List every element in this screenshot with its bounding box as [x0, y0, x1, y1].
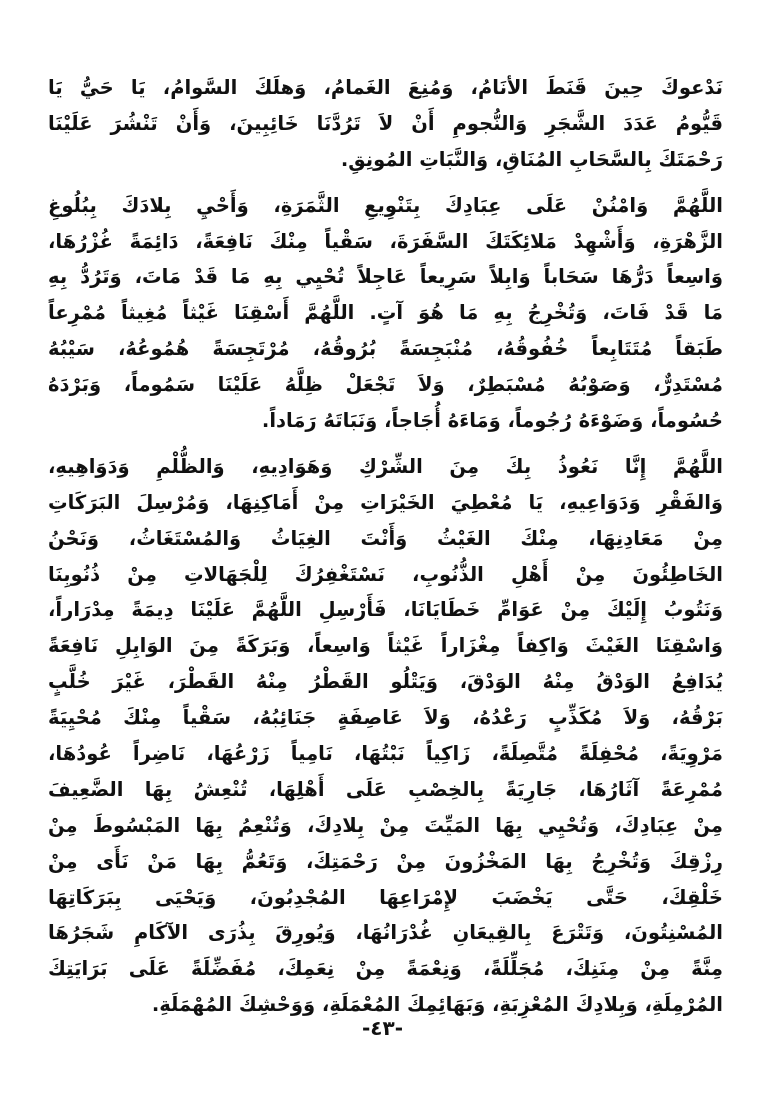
text-line: رَحْمَتَكَ بِالسَّحَابِ المُنَاقِ، وَالنَّبَاتِ المُونِقِ. — [340, 147, 723, 171]
text-line: مُمْرِعَةً آثَارُهَا، جَارِيَةً بِالخِصْبِ عَلَى أَهْلِهَا، تُنْعِشُ بِهَا الضَّعِيفَ — [48, 777, 723, 801]
text-line: وَالفَقْرِ وَدَوَاعِيهِ، يَا مُعْطِيَ الخَيْرَاتِ مِنْ أَمَاكِنِهَا، وَمُرْسِلَ البَرَكَاتِ — [48, 490, 723, 514]
paragraph — [48, 449, 723, 1023]
paragraph — [48, 70, 723, 178]
page-number: -٤٣- — [361, 1016, 404, 1040]
text-line: وَاسْقِنَا الغَيْثَ وَاكِفاً مِغْزَاراً غَيْثاً وَاسِعاً، وَبَرَكَةً مِنَ الوَابِلِ نَافِعَةً — [48, 634, 723, 658]
text-line: رِزْقِكَ وَتُخْرِجُ بِهَا المَخْزُونَ مِنْ رَحْمَتِكَ، وَتَعُمُّ بِهَا مَنْ نَأَى مِنْ — [48, 849, 723, 873]
text-line: بَرْقُهُ، وَلاَ مُكَذِّبٍ رَعْدُهُ، وَلاَ عَاصِفَةٍ جَنَائِبُهُ، سَقْياً مِنْكَ مُحْيِيَةً — [48, 706, 723, 730]
text-line: وَاسِعاً دَرُّهَا سَحَاباً وَابِلاً سَرِيعاً عَاجِلاً تُحْيِي بِهِ مَا قَدْ مَاتَ، وَتَرُدُّ بِهِ — [48, 265, 723, 289]
text-line: مُسْتَدِرٌّ، وَصَوْبُهُ مُسْبَطِرٌ، وَلاَ تَجْعَلْ ظِلَّهُ عَلَيْنَا سَمُوماً، وَبَرْدَهُ — [48, 373, 723, 397]
text-line: نَدْعوكَ حِينَ قَنَطَ الأنَامُ، وَمُنِعَ الغَمامُ، وَهلَكَ السَّوامُ، يَا حَيُّ يَا — [48, 76, 723, 99]
text-line: وَنَتُوبُ إِلَيْكَ مِنْ عَوَامِّ خَطَايَانَا، فَأَرْسِلِ اللَّهُمَّ عَلَيْنَا دِيمَةً مِدْرَاراً، — [48, 598, 723, 622]
text-line: مِنْ عِبَادِكَ، وَتُحْيِي بِهَا المَيِّتَ مِنْ بِلادِكَ، وَتُنْعِمُ بِهَا المَبْسُوطَ مِنْ — [48, 813, 723, 837]
text-line: الخَاطِئُونَ مِنْ أَهْلِ الذُّنُوبِ، نَسْتَغْفِرُكَ لِلْجَهَالاتِ مِنْ ذُنُوبِنَا — [48, 562, 723, 586]
text-line: اللَّهُمَّ وَامْنُنْ عَلَى عِبَادِكَ بِتَنْوِيعِ الثَّمَرَةِ، وَأَحْيِ بِلادَكَ بِبُلُوغِ — [48, 193, 723, 217]
text-line: مِنْ مَعَادِنِهَا، مِنْكَ الغَيْثُ وَأَنْتَ الغِيَاثُ وَالمُسْتَغَاثُ، وَنَحْنُ — [48, 526, 723, 550]
body-text — [48, 70, 723, 1033]
paragraph — [48, 188, 723, 439]
text-line: الزَّهْرَةِ، وَأَشْهِدْ مَلائِكَتَكَ السَّفَرَةَ، سَقْياً مِنْكَ نَافِعَةً، دَائِمَةً غُزْرُهَا، — [48, 229, 723, 253]
text-line: حُسُوماً، وَضَوْءَهُ رُجُوماً، وَمَاءَهُ أُجَاجاً، وَنَبَاتَهُ رَمَاداً. — [261, 409, 723, 433]
text-line: قَيُّومُ عَدَدَ الشَّجَرِ وَالنُّجومِ أَنْ لاَ تَرُدَّنَا خَائِبِينَ، وَأَنْ تَنْشُرَ عَلَيْنَا — [48, 111, 723, 135]
text-line: خَلْقِكَ، حَتَّى يَخْضَبَ لإِمْرَاعِهَا المُجْدِبُونَ، وَيَحْيَى بِبَرَكَاتِهَا — [48, 885, 723, 909]
text-line: المُرْمِلَةِ، وَبِلادِكَ المُعْزِبَةِ، وَبَهَائِمِكَ المُعْمَلَةِ، وَوَحْشِكَ المُهْمَلَةِ. — [151, 993, 723, 1017]
text-line: مَا قَدْ فَاتَ، وَتُخْرِجُ بِهِ مَا هُوَ آتٍ. اللَّهُمَّ أَسْقِنَا غَيْثاً مُغِيثاً مُمْرِعاً — [48, 301, 723, 325]
text-line: طَبَقاً مُتَتَابِعاً خُفُوقُهُ، مُنْبَجِسَةً بُرُوقُهُ، مُرْتَجِسَةً هُمُوعُهُ، سَيْبُهُ — [48, 337, 723, 361]
text-line: مِنَّةً مِنْ مِنَنِكَ، مُجَلِّلَةً، وَنِعْمَةً مِنْ نِعَمِكَ، مُفَضِّلَةً عَلَى بَرَايَتِكَ — [48, 957, 723, 981]
text-line: يُدَافِعُ الوَدْقُ مِنْهُ الوَدْقَ، وَيَتْلُو القَطْرُ مِنْهُ القَطْرَ، غَيْرَ خُلَّبٍ — [48, 670, 723, 694]
text-line: المُسْنِتُونَ، وَتَتْرَعَ بِالقِيعَانِ غُدْرَانُهَا، وَيُورِقَ بِذُرَى الآكَامِ شَجَرُهَا — [48, 921, 723, 945]
text-line: اللَّهُمَّ إِنَّا نَعُوذُ بِكَ مِنَ الشِّرْكِ وَهَوَادِيهِ، وَالظُّلْمِ وَدَوَاهِيهِ، — [48, 454, 723, 478]
text-line: مَرْوِيَةً، مُحْفِلَةً مُتَّصِلَةً، زَاكِياً نَبْتُهَا، نَامِياً زَرْعُهَا، نَاضِراً عُودُهَا، — [48, 742, 723, 766]
